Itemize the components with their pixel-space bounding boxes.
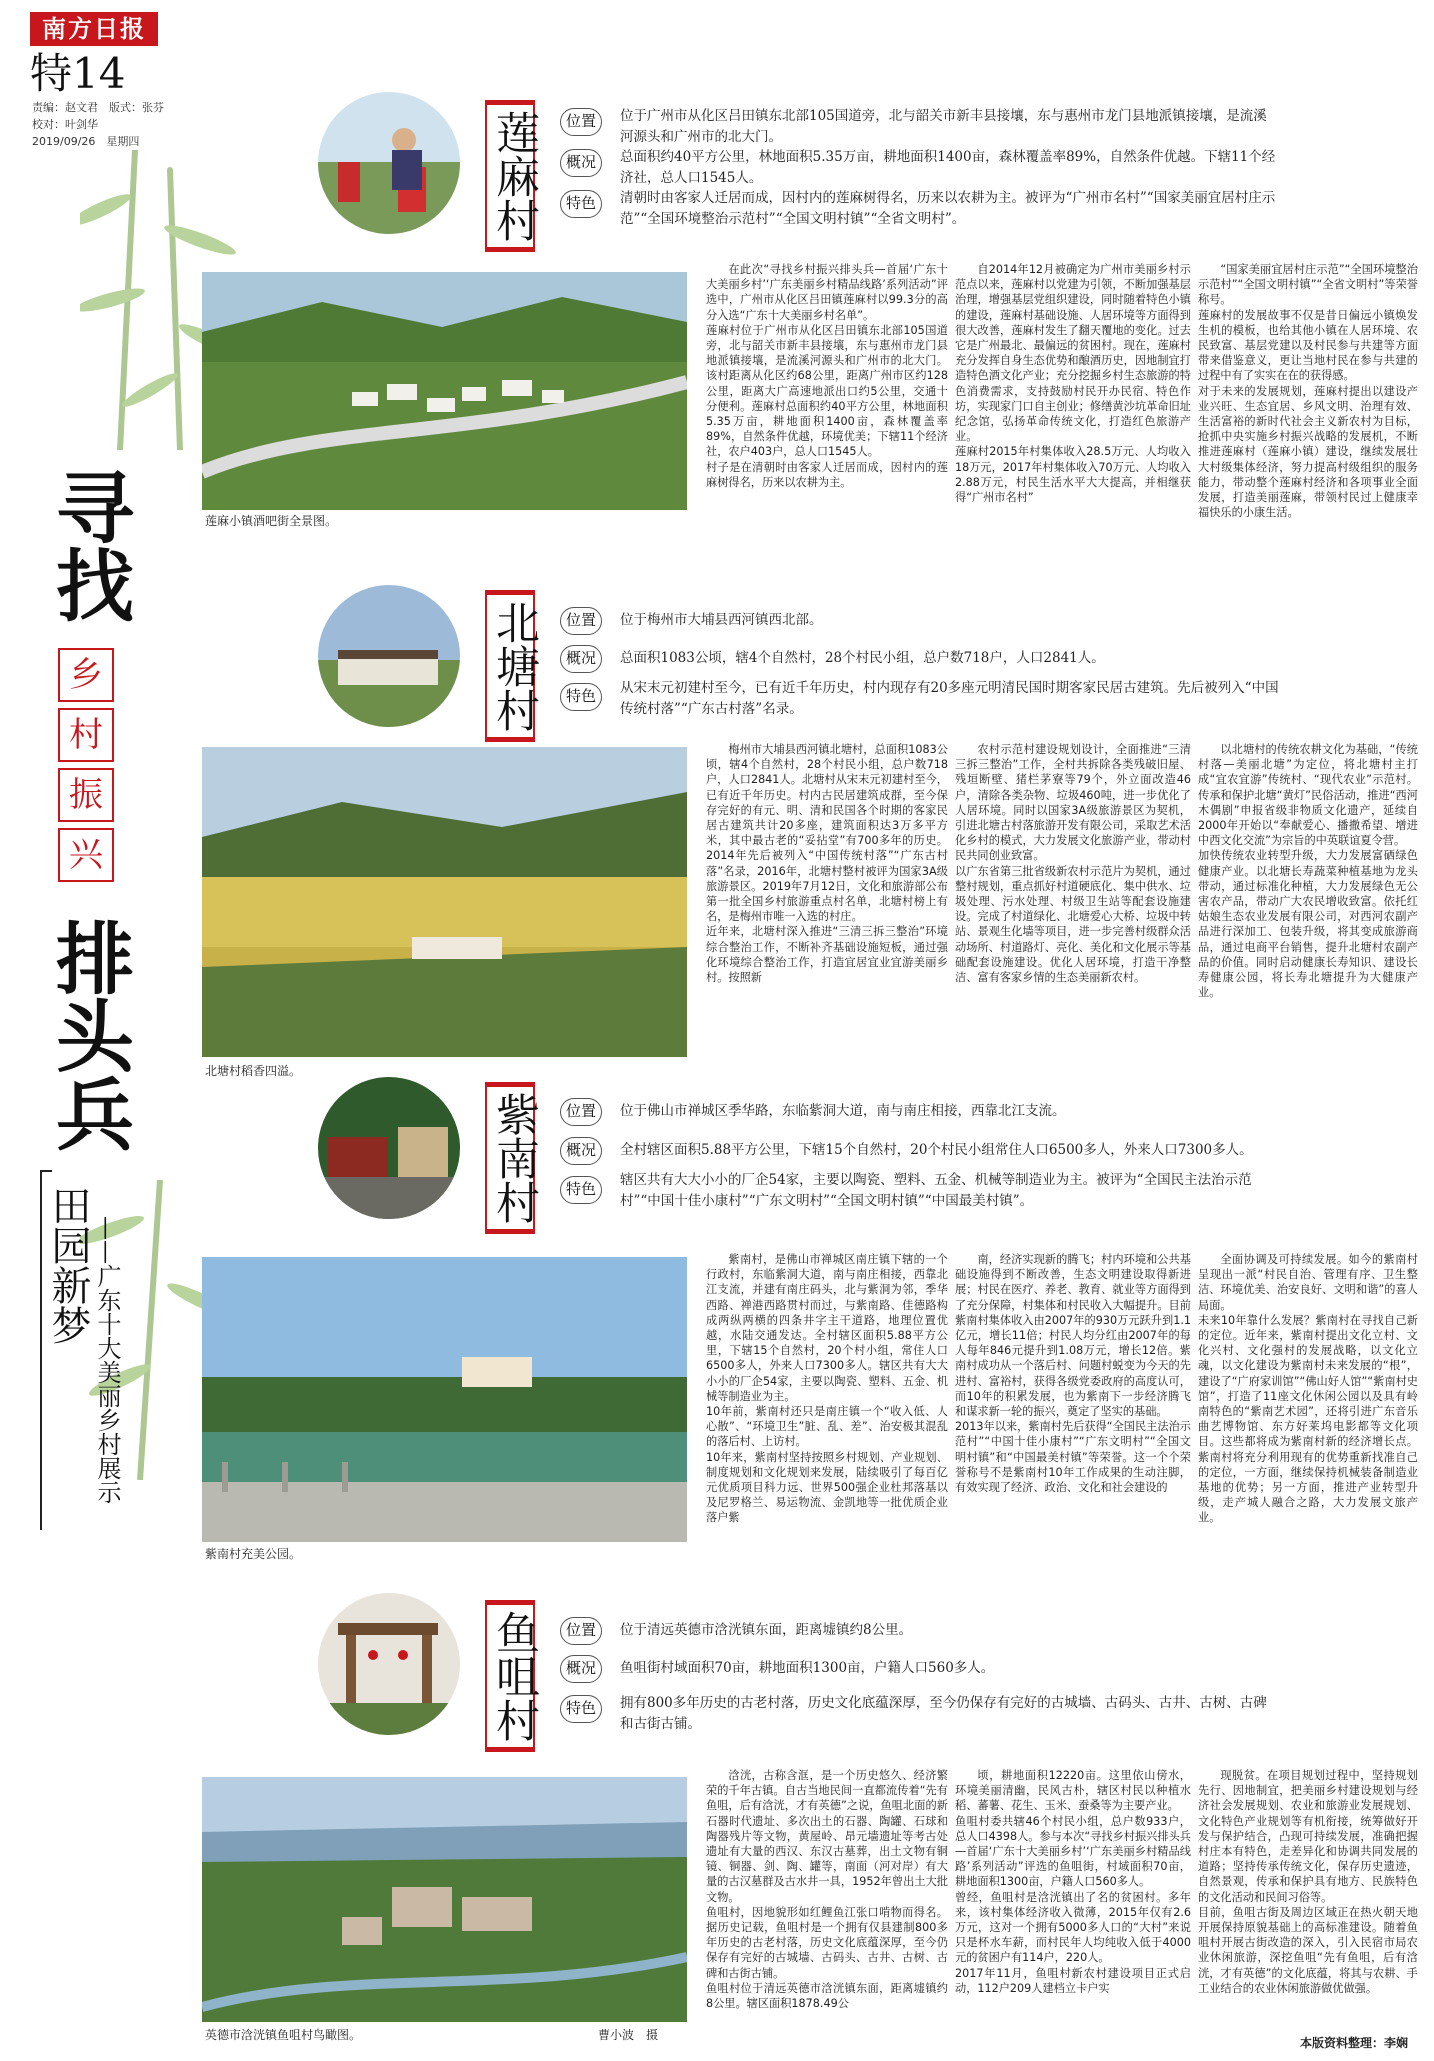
column-text: 浛洸，古称含洭，是一个历史悠久、经济繁荣的千年古镇。自古当地民间一直都流传着“先有鱼咀，后有浛洸，才有英德”之说，鱼咀北面的新石器时代遗址、多次出土的石器、陶罐、石球和陶器残片等文物，黄屋岭、昂元墙遗址等考古处遗址有大量的西汉、东汉古墓葬，出土文物有铜镜、铜器、剑、陶、罐等，南面（河对岸）有大量的古汉墓群及古水井一具，1952年曾出土大批文物。 鱼咀村，因地貌形如红鲤鱼江张口啃物而得名。据历史记载，鱼咀村是一个拥有仅县建制800多年历史的古老村落，历史文化底蕴深厚，至今仍保存有完好的古城墙、古码头、古井、古树、古碑和古街古铺。 鱼咀村位于清远英德市浛洸镇东面，距离墟镇约8公里。辖区面积1878.49公 [706, 1769, 948, 2011]
data-compiler-note: 本版资料整理：李娴 [1300, 2036, 1409, 2050]
headline-box-char: 乡 [58, 648, 114, 702]
location-text: 位于广州市从化区吕田镇东北部105国道旁，北与韶关市新丰县接壤，东与惠州市龙门县地派镇接壤，是流溪河源头和广州市的北大门。 [620, 108, 1267, 145]
headline-subtitle-2: ——广东十大美丽乡村展示 [93, 1216, 121, 1504]
tag-overview: 概况 [560, 149, 602, 177]
village-name-text: 北塘村 [488, 600, 539, 732]
article-column [955, 262, 1191, 530]
feature-text: 辖区共有大大小小的厂企54家，主要以陶瓷、塑料、五金、机械等制造业为主。被评为“全国民主法治示范村”“中国十佳小康村”“广东文明村”“全国文明村镇”“中国最美村镇”。 [620, 1172, 1252, 1209]
photo-caption: 英德市浛洸镇鱼咀村鸟瞰图。 [205, 2028, 362, 2042]
tag-location: 位置 [560, 607, 602, 635]
zinan-park-photo [202, 1257, 687, 1542]
overview-text: 全村辖区面积5.88平方公里，下辖15个自然村，20个村民小组常住人口6500多人，外来人口7300多人。 [620, 1142, 1253, 1158]
headline-box-char: 振 [58, 768, 114, 822]
yuju-aerial-photo [202, 1777, 687, 2022]
tag-overview: 概况 [560, 1655, 602, 1683]
article-column [1198, 742, 1418, 1077]
tag-feature: 特色 [560, 1176, 602, 1204]
proofread-credit: 校对：叶剑华 [32, 118, 98, 131]
article-column [1198, 1768, 1418, 2030]
village-name-lianma [485, 100, 539, 252]
overview-text: 总面积约40平方公里，林地面积5.35万亩，耕地面积1400亩，森林覆盖率89%，自然条件优越。下辖11个经济社，总人口1545人。 [620, 149, 1276, 186]
photo-caption: 紫南村充美公园。 [205, 1547, 302, 1561]
issue-date: 2019/09/26 星期四 [32, 135, 140, 148]
lianma-village-circle-photo [318, 92, 460, 234]
article-column [955, 1768, 1191, 2046]
headline-box-char: 兴 [58, 828, 114, 882]
column-text: 全面协调及可持续发展。如今的紫南村呈现出一派“村民自治、管理有序、卫生整洁、环境优美、治安良好、文明和谐”的喜人局面。 未来10年靠什么发展？紫南村在寻找自己新的定位。近年来，紫南村提出文化立村、文化兴村、文化强村的发展战略，以文化立魂，以文化建设为紫南村未来发展的“根”，建设了“广府家训馆”“佛山好人馆”“紫南村史馆”，打造了11座文化休闲公园以及具有岭南特色的“紫南艺术园”，还将引进广东音乐曲艺博物馆、东方好莱坞电影都等文化项目。这些都将成为紫南村新的经济增长点。紫南村将充分利用现有的优势重新找准自己的定位，一方面，继续保持机械装备制造业基地的优势；另一方面，推进产业转型升级，走产城人融合之路，大力发展文旅产业。 [1198, 1253, 1418, 1525]
tag-location: 位置 [560, 1098, 602, 1126]
beitang-rice-field-photo [202, 747, 687, 1057]
headline-rule-left [40, 1170, 42, 1530]
column-text: “国家美丽宜居村庄示范”“全国环境整治示范村”“全国文明村镇”“全省文明村”等荣誉称号。 莲麻村的发展故事不仅是昔日偏远小镇焕发生机的模板，也给其他小镇在人居环境、农民致富、基层党建以及村民参与共建等方面带来借鉴意义，更让当地村民在参与共建的过程中有了实实在在的获得感。 对于未来的发展规划，莲麻村提出以建设产业兴旺、生态宜居、乡风文明、治理有效、生活富裕的新时代社会主义新农村为目标，抢抓中央实施乡村振兴战略的发展机，不断推进莲麻村（莲麻小镇）建设，继续发展壮大村级集体经济，努力提高村级组织的服务能力，带动整个莲麻村经济和各项事业全面发展，打造美丽莲麻，带领村民过上健康幸福快乐的小康生活。 [1198, 263, 1418, 520]
tag-overview: 概况 [560, 645, 602, 673]
village-name-text: 莲麻村 [488, 110, 539, 242]
column-text: 南，经济实现新的腾飞；村内环境和公共基础设施得到不断改善，生态文明建设取得新进展；村民在医疗、养老、教育、就业等方面得到了充分保障，村集体和村民收入大幅提升。目前紫南村集体收入由2007年的930万元跃升到1.1亿元，增长11倍；村民人均分红由2007年的每人每年846元提升到1.08万元，增长12倍。紫南村成功从一个落后村、问题村蜕变为今天的先进村、富裕村，获得各级党委政府的高度认可，而10年的积累发展，也为紫南下一步经济腾飞和谋求新一轮的振兴，奠定了坚实的基础。 2013年以来，紫南村先后获得“全国民主法治示范村”“中国十佳小康村”“广东文明村”“全国文明村镇”和“中国最美村镇”等荣誉。这一个个荣誉称号不是紫南村10年工作成果的生动注脚，有效实现了经济、政治、文化和社会建设的 [955, 1253, 1191, 1495]
column-text: 梅州市大埔县西河镇北塘村，总面积1083公顷，辖4个自然村，28个村民小组，总户数718户，人口2841人。北塘村从宋末元初建村至今，已有近千年历史。村内古民居建筑成群，至今保存完好的有元、明、清和民国各个时期的客家民居古建筑共计20多座，建筑面积达3万多平方米，其中最古老的“妥拈堂”有700多年的历史。2014年先后被列入“中国传统村落”“广东古村落”名录，2016年，北塘村整村被评为国家3A级旅游景区。2019年7月12日，文化和旅游部公布第一批全国乡村旅游重点村名单，北塘村榜上有名，是梅州市唯一入选的村庄。 近年来，北塘村深入推进“三清三拆三整治”环境综合整治工作，不断补齐基础设施短板，通过强化环境综合整治工作，打造宜居宜业宜游美丽乡村。按照新 [706, 743, 948, 985]
page-label: 特14 [30, 49, 126, 98]
village-name-text: 鱼咀村 [488, 1610, 539, 1742]
location-text: 位于佛山市禅城区季华路，东临紫洞大道，南与南庄相接，西靠北江支流。 [620, 1103, 1066, 1119]
feature-text: 拥有800多年历史的古老村落，历史文化底蕴深厚，至今仍保存有完好的古城墙、古码头、古井、古树、古碑和古街古铺。 [620, 1695, 1267, 1732]
column-text: 现脱贫。在项目规划过程中，坚持规划先行、因地制宜，把美丽乡村建设规划与经济社会发展规划、农业和旅游业发展规划、文化特色产业规划等有机衔接，统筹做好开发与保护结合，凸现可持续发展，准确把握村庄本有特色，走差异化和协调共同发展的道路；坚持传承传统文化，保存历史遗迹，自然景观，传承和保护具有地方、民族特色的文化活动和民间习俗等。 目前，鱼咀古街及周边区域正在热火朝天地开展保持原貌基础上的高标准建设。随着鱼咀村开展古街改造的深入，引入民宿市局农业休闲旅游，深挖鱼咀“先有鱼咀，后有浛洸，才有英德”的文化底蕴，将其与农耕、手工业结合的农业休闲旅游做优做强。 [1198, 1769, 1418, 1995]
tag-feature: 特色 [560, 1695, 602, 1723]
headline-subtitle: 田园新梦 [45, 1185, 91, 1345]
article-column [955, 742, 1191, 1077]
beitang-village-circle-photo [318, 585, 460, 727]
article-column [706, 1768, 948, 2046]
feature-text: 从宋末元初建村至今，已有近千年历史，村内现存有20多座元明清民国时期客家民居古建筑。先后被列入“中国传统村落”“广东古村落”名录。 [620, 680, 1279, 717]
newspaper-masthead: 南方日报 [30, 12, 158, 46]
village-name-beitang [485, 590, 539, 742]
photo-caption: 北塘村稻香四溢。 [205, 1064, 302, 1078]
village-name-yuju [485, 1600, 539, 1752]
column-text: 以北塘村的传统农耕文化为基础，“传统村落—美丽北塘”为定位，将北塘村主打成“宜农宜游”传统村、“现代农业”示范村。传承和保护北塘“黄灯”民俗活动，推进“西河木偶剧”申报省级非物质文化遗产，延续自2000年开始以“奉献爱心、播撒希望、增进中西文化交流”为宗旨的中英联谊夏令营。 加快传统农业转型升级，大力发展富硒绿色健康产业。以北塘长寿蔬菜种植基地为龙头带动，通过标准化种植，大力发展绿色无公害农产品，带动广大农民增收致富。依托红姑娘生态农业发展有限公司，对西河农副产品进行深加工、包装升级，将其变成旅游商品，通过电商平台销售，提升北塘村农副产品的价值。同时启动健康长寿知识、建设长寿健康公园，将长寿北塘提升为大健康产业。 [1198, 743, 1418, 1000]
location-text: 位于梅州市大埔县西河镇西北部。 [620, 612, 823, 628]
photo-caption: 莲麻小镇酒吧街全景图。 [205, 514, 338, 528]
article-column [706, 742, 948, 1077]
overview-text: 总面积1083公顷，辖4个自然村，28个村民小组，总户数718户，人口2841人。 [620, 650, 1105, 666]
tag-location: 位置 [560, 108, 602, 136]
tag-feature: 特色 [560, 190, 602, 218]
photo-credit: 曹小波 摄 [598, 2028, 659, 2042]
village-name-text: 紫南村 [488, 1092, 539, 1224]
column-text: 农村示范村建设规划设计，全面推进“三清三拆三整治”工作，全村共拆除各类残破旧屋、残垣断壁、猪栏茅寮等79个，外立面改造46户，清除各类杂物、垃圾460吨，进一步优化了人居环境。同时以国家3A级旅游景区为契机，引进北塘古村落旅游开发有限公司，采取艺术活化乡村的模式，大力发展文化旅游产业，带动村民共同创业致富。 以广东省第三批省级新农村示范片为契机，通过整村规划，重点抓好村道硬底化、集中供水、垃圾处理、污水处理、村级卫生站等配套设施建设。完成了村道绿化、北塘爱心大桥、垃圾中转站、景观生化墙等项目，进一步完善村级群众活动场所、村道路灯、亮化、美化和文化展示等基础配套设施建设。优化人居环境，打造干净整洁、富有客家乡情的生态美丽新农村。 [955, 743, 1191, 985]
tag-overview: 概况 [560, 1137, 602, 1165]
column-text: 顷，耕地面积12220亩。这里依山傍水，环境美丽清幽，民风古朴，辖区村民以种植水稻、蕃薯、花生、玉米、蚕桑等为主要产业。 鱼咀村委共辖46个村民小组，总户数933户，总人口4398人。参与本次“寻找乡村振兴排头兵—首届‘广东十大美丽乡村’‘广东美丽乡村精品线路’系列活动”评选的鱼咀街，村域面积70亩，耕地面积1300亩，户籍人口560多人。 曾经，鱼咀村是浛洸镇出了名的贫困村。多年来，该村集体经济收入微薄，2015年仅有2.6万元，这对一个拥有5000多人口的“大村”来说只是杯水车薪，而村民年人均纯收入低于4000元的贫困户有114户，220人。 2017年11月，鱼咀村新农村建设项目正式启动，112户209人建档立卡户实 [955, 1769, 1191, 1995]
headline-bottom-chars: 排头兵 [43, 918, 134, 1152]
headline-char-xun: 寻找 [43, 467, 134, 623]
column-text: 自2014年12月被确定为广州市美丽乡村示范点以来，莲麻村以党建为引领，不断加强基层治理，增强基层党组织建设，同时随着特色小镇的建设，莲麻村基础设施、人居环境等方面得到很大改善，莲麻村发生了翻天覆地的变化。过去它是广州最北、最偏远的贫困村。现在，莲麻村充分发挥自身生态优势和酿酒历史，因地制宜打造特色酒文化产业；充分挖掘乡村生态旅游的特色消费需求，支持鼓励村民开办民宿、特色作坊，实现家门口自主创业；修缮黄沙坑革命旧址纪念馆，弘扬革命传统文化，打造红色旅游产业。 莲麻村2015年村集体收入28.5万元、人均收入18万元，2017年村集体收入70万元、人均收入2.88万元，村民生活水平大大提高，并相继获得“广州市名村” [955, 263, 1191, 505]
column-text: 在此次“寻找乡村振兴排头兵—首届‘广东十大美丽乡村’‘广东美丽乡村精品线路’系列活动”评选中，广州市从化区吕田镇莲麻村以99.3分的高分入选“广东十大美丽乡村名单”。 莲麻村位于广州市从化区吕田镇东北部105国道旁，北与韶关市新丰县接壤，东与惠州市龙门县地派镇接壤，是流溪河源头和广州市的北大门。该村距离从化区约68公里，距离广州市区约128公里，距离大广高速地派出口约5公里，交通十分便利。莲麻村总面积约40平方公里，林地面积5.35万亩，耕地面积1400亩，森林覆盖率89%，自然条件优越，环境优美；下辖11个经济社，农户403户，总人口1545人。 村子是在清朝时由客家人迁居而成，因村内的莲麻树得名，历来以农耕为主。 [706, 263, 948, 489]
headline-boxed-chars [58, 648, 120, 888]
tag-feature: 特色 [560, 683, 602, 711]
article-column [1198, 1252, 1418, 1562]
lianma-town-photo [202, 272, 687, 510]
headline-box-char: 村 [58, 708, 114, 762]
location-text: 位于清远英德市浛洸镇东面，距离墟镇约8公里。 [620, 1622, 913, 1638]
zinan-village-circle-photo [318, 1077, 460, 1219]
column-text: 紫南村，是佛山市禅城区南庄镇下辖的一个行政村，东临紫洞大道，南与南庄相接，西靠北江支流，并建有南庄码头，北与紫洞为邻，季华西路、禅港西路贯村而过，与紫南路、佳德路构成两纵两横的四条井字主干道路，地理位置优越，水陆交通发达。全村辖区面积5.88平方公里，下辖15个自然村，20个村小组，常住人口6500多人，外来人口7300多人。辖区共有大大小小的厂企54家，主要以陶瓷、塑料、五金、机械等制造业为主。 10年前，紫南村还只是南庄镇一个“收入低、人心散”、“环境卫生”脏、乱、差”、治安极其混乱的落后村、上访村。 10年来，紫南村坚持按照乡村规划、产业规划、制度规划和文化规划来发展，陆续吸引了每百亿元优质项目科力远、世界500强企业杜邦落基以及尼罗格兰、易运物流、金凯地等一批优质企业落户紫 [706, 1253, 948, 1525]
article-column [1198, 262, 1418, 530]
feature-text: 清朝时由客家人迁居而成，因村内的莲麻树得名，历来以农耕为主。被评为“广州市名村”“国家美丽宜居村庄示范”“全国环境整治示范村”“全国文明村镇”“全省文明村”。 [620, 190, 1276, 227]
article-column [706, 1252, 948, 1562]
article-column [955, 1252, 1191, 1562]
article-column [706, 262, 948, 530]
overview-text: 鱼咀街村域面积70亩，耕地面积1300亩，户籍人口560多人。 [620, 1660, 995, 1676]
village-name-zinan [485, 1082, 539, 1234]
yuju-village-circle-photo [318, 1593, 460, 1735]
editor-credit: 责编：赵文君 版式：张芬 [32, 101, 164, 114]
tag-location: 位置 [560, 1617, 602, 1645]
